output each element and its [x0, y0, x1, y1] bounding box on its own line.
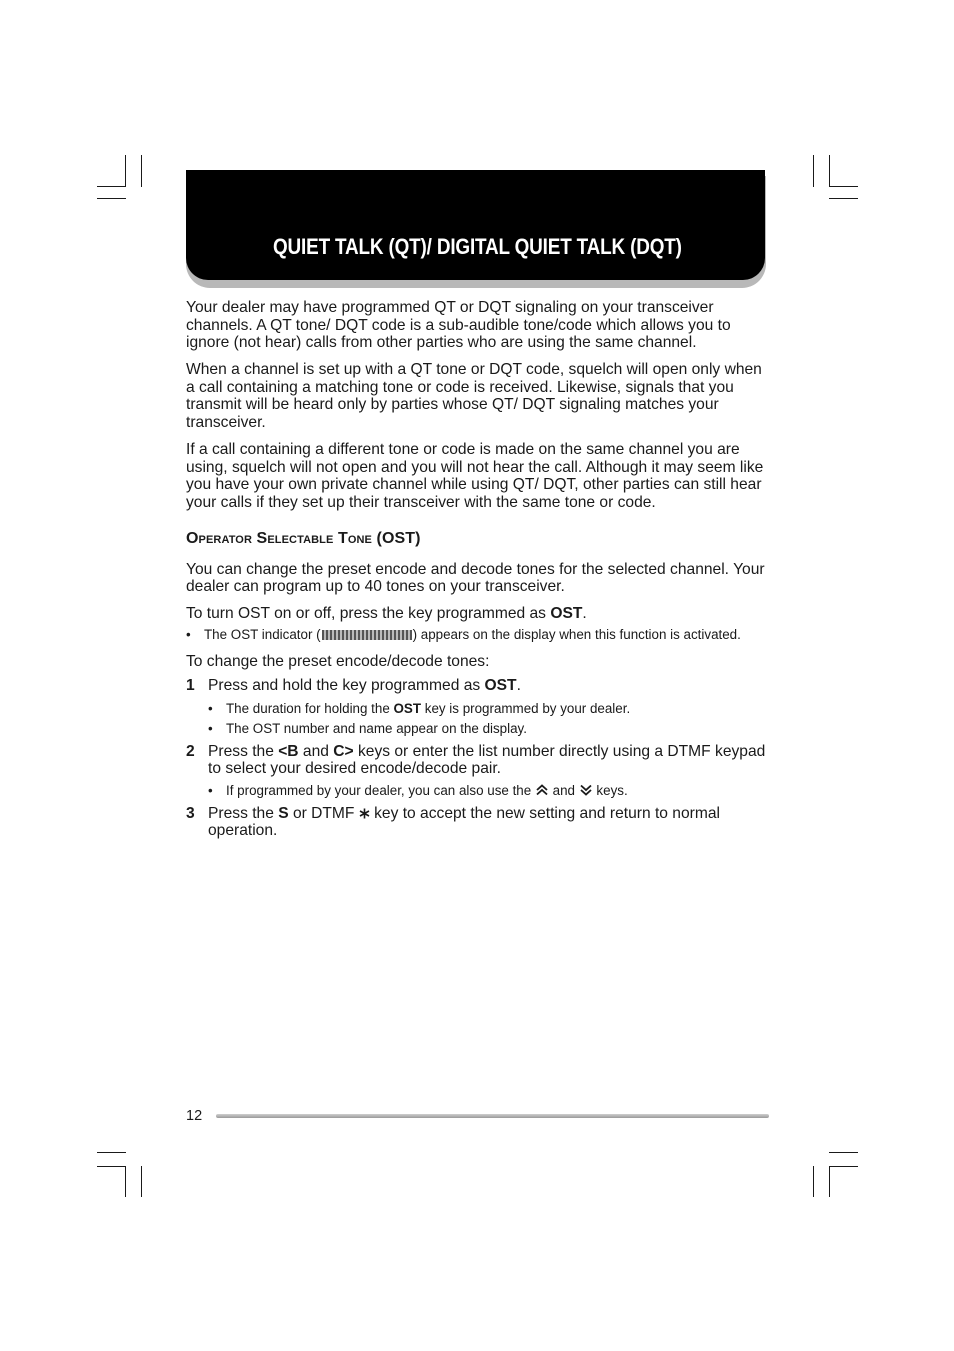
- intro-paragraph: If a call containing a different tone or code is made on the same channel you are using, squelch will not open and you will not hear the call. Although it may seem like you have your own private channel while using QT/ DQT, other parties can still hear your calls if they set up their transceiver with the same tone or code.: [186, 441, 764, 511]
- procedure-intro: To change the preset encode/decode tones:: [186, 653, 490, 671]
- ost-toggle-paragraph: To turn OST on or off, press the key programmed as OST.: [186, 605, 587, 623]
- ost-indicator-icon: [322, 630, 412, 640]
- ost-indicator-note: • The OST indicator ( ) appears on the display when this function is activated.: [186, 626, 741, 642]
- double-chevron-down-icon: [579, 784, 593, 796]
- intro-paragraph: When a channel is set up with a QT tone or DQT code, squelch will open only when a call containing a matching tone or code is received. Likewise, signals that you transmit will be heard only by parties whose QT/ DQT signaling matches your transceiver.: [186, 361, 762, 432]
- section-heading: Operator Selectable Tone (OST): [186, 529, 421, 547]
- ost-key-label: OST: [550, 605, 583, 623]
- step-3: 3 Press the S or DTMF key to accept the new setting and return to normal operation.: [186, 804, 720, 840]
- step-1-note: • The duration for holding the OST key is programmed by your dealer.: [208, 700, 631, 716]
- intro-paragraph: Your dealer may have programmed QT or DQT signaling on your transceiver channels. A QT tone/ DQT code is a sub-audible tone/code which allows you to ignore (not hear) calls from other parties who are using the same channel.: [186, 299, 731, 352]
- step-1-note: • The OST number and name appear on the display.: [208, 720, 527, 736]
- main-content: [186, 299, 770, 840]
- header-banner: [186, 170, 765, 280]
- step-2-note: • If programmed by your dealer, you can also use the and keys.: [208, 782, 628, 798]
- page-number: 12: [186, 1108, 203, 1124]
- page-title: QUIET TALK (QT)/ DIGITAL QUIET TALK (DQT): [273, 234, 682, 259]
- asterisk-icon: [359, 808, 370, 819]
- step-2: 2 Press the <B and C> keys or enter the list number directly using a DTMF keypad to select your desired encode/decode pair.: [186, 742, 766, 778]
- footer-rule: [216, 1114, 769, 1118]
- double-chevron-up-icon: [535, 784, 549, 796]
- step-1: 1 Press and hold the key programmed as OST.: [186, 676, 521, 694]
- section-paragraph: You can change the preset encode and decode tones for the selected channel. Your dealer can program up to 40 tones on your transceiver.: [186, 560, 765, 596]
